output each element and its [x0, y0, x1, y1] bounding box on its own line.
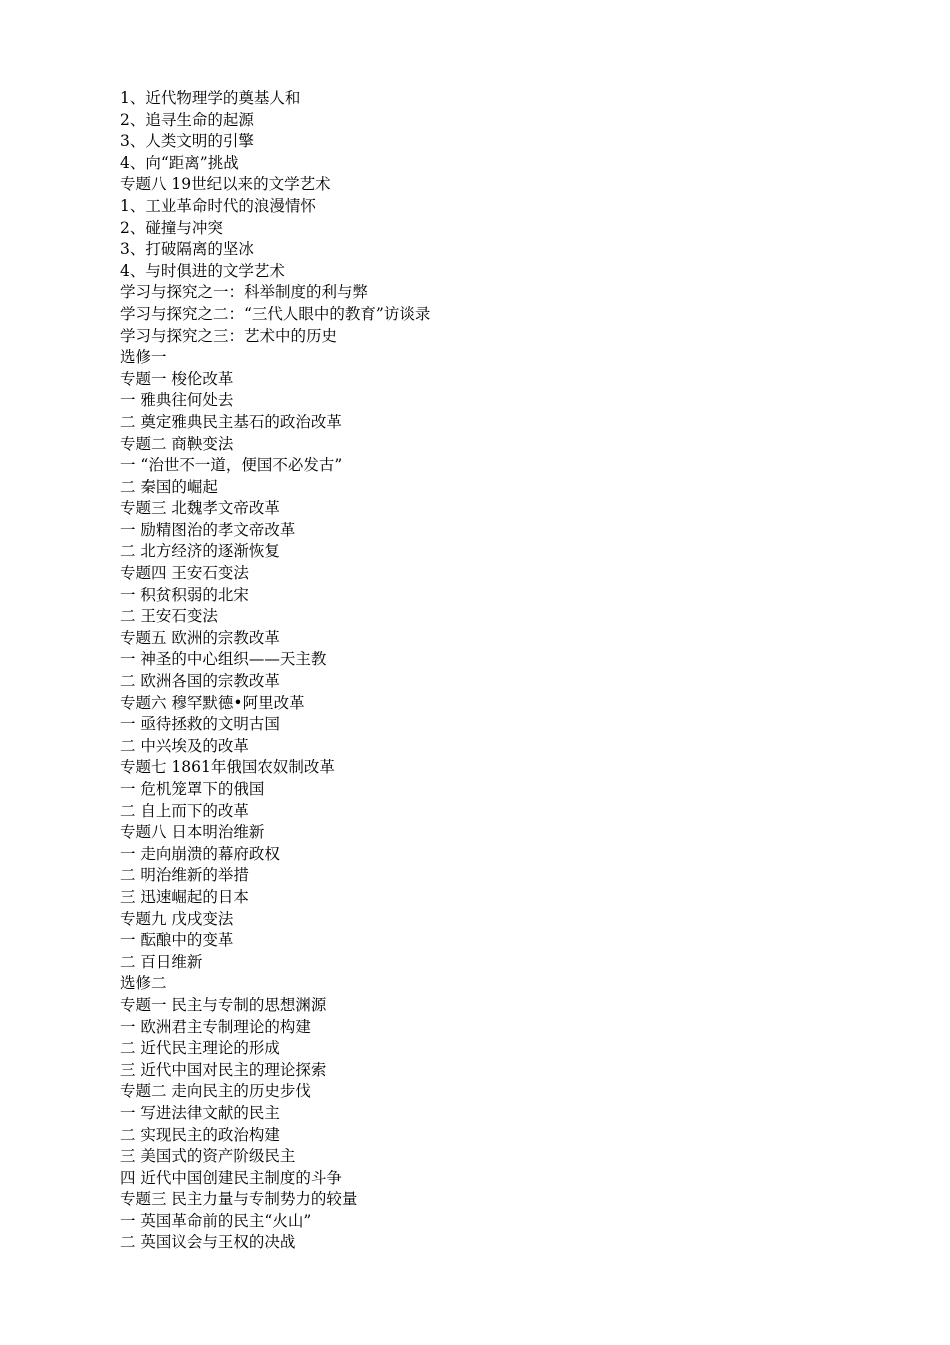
outline-list — [120, 88, 900, 1254]
outline-line: 二 北方经济的逐渐恢复 — [120, 542, 280, 561]
outline-line: 专题二 走向民主的历史步伐 — [120, 1082, 311, 1101]
outline-line: 专题五 欧洲的宗教改革 — [120, 628, 280, 647]
outline-line: 二 奠定雅典民主基石的政治改革 — [120, 412, 342, 431]
outline-line: 专题八 19世纪以来的文学艺术 — [120, 175, 331, 194]
outline-line: 一 酝酿中的变革 — [120, 931, 234, 950]
outline-line: 学习与探究之一：科举制度的利与弊 — [120, 283, 369, 302]
outline-line: 专题七 1861年俄国农奴制改革 — [120, 758, 335, 777]
outline-line: 一 写进法律文献的民主 — [120, 1103, 280, 1122]
outline-line: 二 明治维新的举措 — [120, 866, 249, 885]
outline-line: 专题九 戊戌变法 — [120, 909, 234, 928]
outline-line: 一 危机笼罩下的俄国 — [120, 780, 265, 798]
outline-line: 一 积贫积弱的北宋 — [120, 585, 249, 604]
outline-line: 3、打破隔离的坚冰 — [120, 240, 254, 259]
outline-line: 1、工业革命时代的浪漫情怀 — [120, 196, 316, 215]
outline-line: 专题三 民主力量与专制势力的较量 — [120, 1190, 358, 1209]
outline-line: 专题八 日本明治维新 — [120, 823, 265, 842]
outline-line: 二 秦国的崛起 — [120, 477, 218, 496]
outline-line: 4、向“距离”挑战 — [120, 153, 239, 172]
outline-line: 二 英国议会与王权的决战 — [120, 1233, 296, 1252]
outline-line: 专题二 商鞅变法 — [120, 434, 234, 453]
outline-line: 二 实现民主的政治构建 — [120, 1125, 280, 1144]
outline-line: 一 励精图治的孝文帝改革 — [120, 520, 296, 539]
outline-line: 一 神圣的中心组织——天主教 — [120, 650, 327, 669]
outline-line: 学习与探究之三：艺术中的历史 — [120, 326, 338, 345]
outline-line: 选修一 — [120, 348, 167, 367]
outline-line: 一 走向崩溃的幕府政权 — [120, 844, 280, 863]
outline-line: 专题三 北魏孝文帝改革 — [120, 499, 280, 518]
outline-line: 专题一 民主与专制的思想渊源 — [120, 995, 327, 1014]
outline-line: 三 迅速崛起的日本 — [120, 887, 249, 906]
outline-line: 一 英国革命前的民主“火山” — [120, 1211, 312, 1230]
outline-line: 一 欧洲君主专制理论的构建 — [120, 1017, 311, 1036]
outline-line: 一 亟待拯救的文明古国 — [120, 715, 280, 734]
outline-line: 4、与时俱进的文学艺术 — [120, 261, 285, 280]
outline-line: 一 雅典往何处去 — [120, 391, 234, 410]
outline-line: 一 “治世不一道，便国不必发古” — [120, 456, 343, 475]
outline-line: 三 美国式的资产阶级民主 — [120, 1147, 296, 1166]
outline-line: 选修二 — [120, 974, 167, 993]
outline-line: 1、近代物理学的奠基人和 — [120, 89, 301, 107]
outline-line: 三 近代中国对民主的理论探索 — [120, 1060, 327, 1079]
outline-line: 专题一 梭伦改革 — [120, 369, 234, 388]
outline-line: 2、碰撞与冲突 — [120, 218, 223, 237]
outline-line: 专题四 王安石变法 — [120, 564, 249, 583]
outline-line: 四 近代中国创建民主制度的斗争 — [120, 1168, 342, 1187]
outline-line: 3、人类文明的引擎 — [120, 132, 254, 151]
outline-line: 二 欧洲各国的宗教改革 — [120, 672, 280, 691]
outline-line: 2、追寻生命的起源 — [120, 110, 254, 129]
outline-line: 二 近代民主理论的形成 — [120, 1039, 280, 1058]
outline-line: 专题六 穆罕默德•阿里改革 — [120, 693, 305, 712]
outline-line: 二 中兴埃及的改革 — [120, 736, 249, 755]
outline-line: 学习与探究之二：“三代人眼中的教育”访谈录 — [120, 304, 431, 323]
outline-line: 二 百日维新 — [120, 952, 203, 971]
outline-line: 二 自上而下的改革 — [120, 801, 249, 820]
outline-line: 二 王安石变法 — [120, 607, 218, 626]
